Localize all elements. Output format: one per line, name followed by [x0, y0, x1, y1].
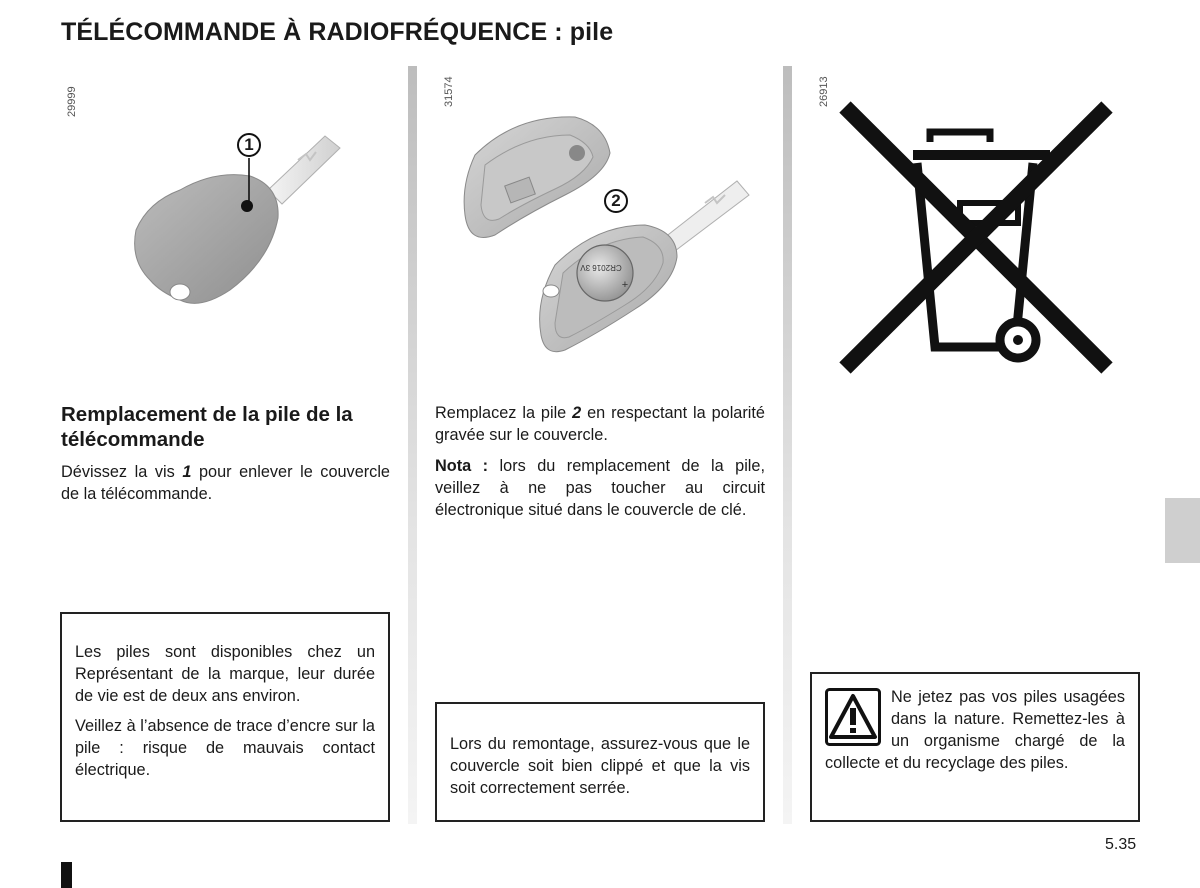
section-heading: Remplacement de la pile de la télécommande — [61, 403, 353, 451]
warning-triangle-icon — [825, 688, 881, 746]
column-separator — [783, 66, 792, 824]
image-reference-number: 31574 — [443, 76, 455, 107]
info-box-paragraph: Veillez à l’absence de trace d’encre sur la pile : risque de mauvais contact électrique. — [75, 717, 375, 779]
info-box-batteries — [60, 612, 390, 822]
info-box-paragraph: Les piles sont disponibles chez un Représentant de la marque, leur durée de vie est de deux ans environ. — [75, 643, 375, 705]
page-title: TÉLÉCOMMANDE À RADIOFRÉQUENCE : pile — [61, 18, 614, 46]
battery-reference: 2 — [572, 404, 582, 422]
instruction-text: Dévissez la vis 1 pour enlever le couvercle de la télécommande. — [61, 463, 390, 503]
image-reference-number: 29999 — [66, 86, 78, 117]
warning-text: Ne jetez pas vos piles usagées dans la nature. Remettez-les à un organisme chargé de la collecte et du recyclage des piles. — [825, 688, 1125, 772]
battery-label: CR2016 3V — [580, 263, 622, 272]
page-number: 5.35 — [1105, 836, 1137, 853]
nota-label: Nota : — [435, 457, 489, 475]
screw-reference: 1 — [182, 463, 192, 481]
instruction-text: Remplacez la pile 2 en respectant la polarité gravée sur le couvercle. — [435, 404, 765, 444]
column-separator — [408, 66, 417, 824]
crossed-bin-icon — [835, 95, 1120, 380]
battery-plus-sign: + — [621, 279, 629, 291]
callout-2: 2 — [604, 189, 628, 213]
image-reference-number: 26913 — [818, 76, 830, 107]
nota-text: Nota : lors du remplacement de la pile, veillez à ne pas toucher au circuit électronique situé dans le couvercle de clé. — [435, 457, 766, 519]
callout-1: 1 — [237, 133, 261, 157]
open-remote-illustration — [455, 95, 775, 360]
warning-box-disposal — [810, 672, 1140, 822]
page-marker-bar — [61, 862, 72, 888]
info-box-reassembly — [435, 702, 765, 822]
chapter-tab — [1165, 498, 1200, 563]
info-box-paragraph: Lors du remontage, assurez-vous que le couvercle soit bien clippé et que la vis soit correctement serrée. — [450, 735, 750, 797]
